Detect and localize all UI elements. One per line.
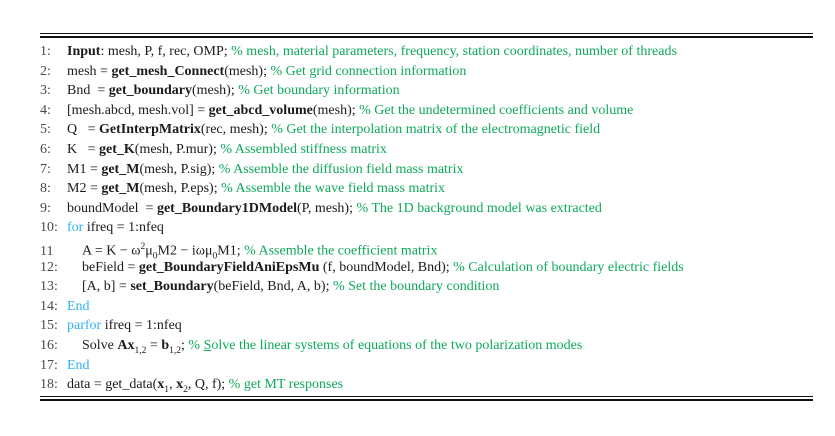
code-fragment: M1; — [217, 243, 245, 259]
code-fragment: (P, mesh); — [296, 200, 357, 216]
line-number: 1: — [40, 44, 51, 59]
function-name: x — [157, 377, 165, 393]
code-text — [67, 258, 684, 278]
function-name: GetInterpMatrix — [99, 122, 201, 138]
code-fragment: (mesh, P.mur); — [134, 141, 221, 157]
comment-text: % The 1D background model was extracted — [356, 200, 602, 216]
keyword-text: for — [67, 220, 84, 236]
code-fragment: Solve — [82, 337, 118, 353]
keyword-text: End — [67, 357, 90, 373]
function-name: get_M — [101, 181, 140, 197]
line-number: 15: — [40, 318, 58, 334]
line-number: 16: — [40, 337, 58, 353]
comment-text: % Set the boundary condition — [332, 279, 500, 295]
code-text — [67, 375, 343, 400]
line-number: 9: — [40, 200, 51, 216]
code-fragment: (mesh, P.sig); — [139, 161, 219, 177]
keyword-text: parfor — [67, 318, 102, 334]
line-number: 7: — [40, 161, 51, 177]
code-line — [40, 120, 813, 140]
code-text — [67, 179, 445, 199]
code-fragment: 2 — [183, 384, 188, 395]
function-name: get_M — [101, 161, 140, 177]
code-fragment: Bnd = — [67, 83, 109, 99]
code-line — [40, 258, 813, 278]
code-line — [40, 238, 813, 262]
function-name: get_Boundary1DModel — [156, 200, 297, 216]
code-text — [67, 120, 600, 140]
code-fragment: 1 — [164, 384, 170, 395]
code-text — [67, 42, 677, 62]
function-name: Input — [67, 44, 101, 59]
code-fragment: mesh = — [67, 63, 112, 79]
code-text — [67, 218, 164, 238]
comment-text: % Get the undetermined coefficients and volume — [359, 102, 634, 118]
line-number: 3: — [40, 83, 51, 99]
code-fragment: (rec, mesh); — [200, 122, 272, 138]
code-line — [40, 297, 813, 317]
line-number: 12: — [40, 259, 58, 275]
code-fragment: (mesh); — [224, 63, 271, 79]
code-text — [67, 297, 90, 317]
line-number: 2: — [40, 63, 51, 79]
code-fragment: 2 — [140, 241, 146, 252]
line-number: 18: — [40, 377, 58, 393]
code-text — [67, 356, 90, 376]
code-text — [67, 62, 466, 82]
code-line — [40, 199, 813, 219]
code-fragment: 1,2 — [169, 345, 182, 356]
code-line — [40, 277, 813, 297]
function-name: get_BoundaryFieldAniEpsMu — [138, 259, 320, 275]
algorithm-listing — [40, 33, 813, 401]
code-fragment: ifreq = 1:nfeq — [101, 318, 182, 334]
code-fragment: (beField, Bnd, A, b); — [213, 279, 333, 295]
code-fragment: ifreq = 1:nfeq — [83, 220, 164, 236]
code-fragment: data = get_data( — [67, 377, 158, 393]
function-name: Ax — [117, 337, 135, 353]
code-line — [40, 179, 813, 199]
code-text — [67, 101, 633, 121]
code-line — [40, 42, 813, 62]
function-name: x — [176, 377, 184, 393]
function-name: set_Boundary — [130, 279, 214, 295]
comment-text: % get MT responses — [228, 377, 344, 393]
code-fragment: (mesh); — [191, 83, 239, 99]
line-number: 6: — [40, 141, 51, 157]
code-fragment: 0 — [152, 251, 158, 262]
code-fragment: A = K − ω — [82, 243, 141, 259]
function-name: get_K — [99, 141, 135, 157]
code-fragment: M2 = — [67, 181, 102, 197]
function-name: b — [161, 337, 170, 353]
code-fragment: = — [146, 337, 162, 353]
line-number: 17: — [40, 357, 58, 373]
code-fragment: [A, b] = — [82, 279, 131, 295]
comment-text: % — [188, 337, 204, 353]
line-number: 4: — [40, 102, 51, 118]
comment-text: % Get the interpolation matrix of the electromagnetic field — [271, 122, 601, 138]
function-name: get_abcd_volume — [208, 102, 313, 118]
code-fragment: (mesh, P.eps); — [139, 181, 222, 197]
code-text — [67, 140, 387, 160]
code-text — [67, 277, 499, 297]
code-fragment: (f, boundModel, Bnd); — [319, 259, 454, 275]
line-number: 10: — [40, 220, 58, 236]
comment-text: olve the linear systems of equations of the two polarization modes — [211, 337, 583, 353]
code-fragment: ; — [181, 337, 189, 353]
comment-text: % Calculation of boundary electric fields — [453, 259, 684, 275]
comment-text: % Get grid connection information — [270, 63, 467, 79]
code-fragment: μ — [145, 243, 153, 259]
code-fragment: 1,2 — [134, 345, 147, 356]
line-number: 14: — [40, 298, 58, 314]
code-line — [40, 218, 813, 238]
comment-text: % Get boundary information — [238, 83, 400, 99]
code-fragment: , Q, f); — [187, 377, 229, 393]
code-block — [40, 41, 813, 395]
code-fragment: boundModel = — [67, 200, 157, 216]
code-line — [40, 160, 813, 180]
line-number: 8: — [40, 181, 51, 197]
top-rule — [40, 33, 813, 38]
code-text — [67, 160, 464, 180]
comment-text: % Assemble the diffusion field mass matrix — [218, 161, 464, 177]
code-line — [40, 101, 813, 121]
code-line — [40, 375, 813, 395]
comment-text: % Assemble the wave field mass matrix — [221, 181, 446, 197]
comment-text: % mesh, material parameters, frequency, station coordinates, number of threads — [231, 44, 677, 59]
code-fragment: , — [169, 377, 177, 393]
comment-text: % Assembled stiffness matrix — [220, 141, 387, 157]
code-text — [67, 316, 182, 336]
code-fragment: M2 − iωμ — [157, 243, 213, 259]
code-fragment: 0 — [212, 251, 218, 262]
code-fragment: (mesh); — [312, 102, 360, 118]
code-fragment: : mesh, P, f, rec, OMP; — [100, 44, 232, 59]
line-number: 13: — [40, 279, 58, 295]
code-fragment: [mesh.abcd, mesh.vol] = — [67, 102, 209, 118]
code-fragment: M1 = — [67, 161, 102, 177]
code-fragment: K = — [67, 141, 100, 157]
code-line — [40, 316, 813, 336]
code-line — [40, 336, 813, 356]
code-text — [67, 81, 400, 101]
code-text — [67, 336, 582, 361]
function-name: get_mesh_Connect — [111, 63, 225, 79]
comment-text: % Assemble the coefficient matrix — [244, 243, 438, 259]
code-line — [40, 81, 813, 101]
line-number: 5: — [40, 122, 51, 138]
code-text — [67, 199, 602, 219]
code-line — [40, 62, 813, 82]
function-name: get_boundary — [108, 83, 192, 99]
code-line — [40, 140, 813, 160]
code-fragment: Q = — [67, 122, 100, 138]
comment-text: S — [203, 337, 212, 353]
keyword-text: End — [67, 298, 90, 314]
code-fragment: beField = — [82, 259, 139, 275]
line-number: 11 — [40, 243, 54, 259]
